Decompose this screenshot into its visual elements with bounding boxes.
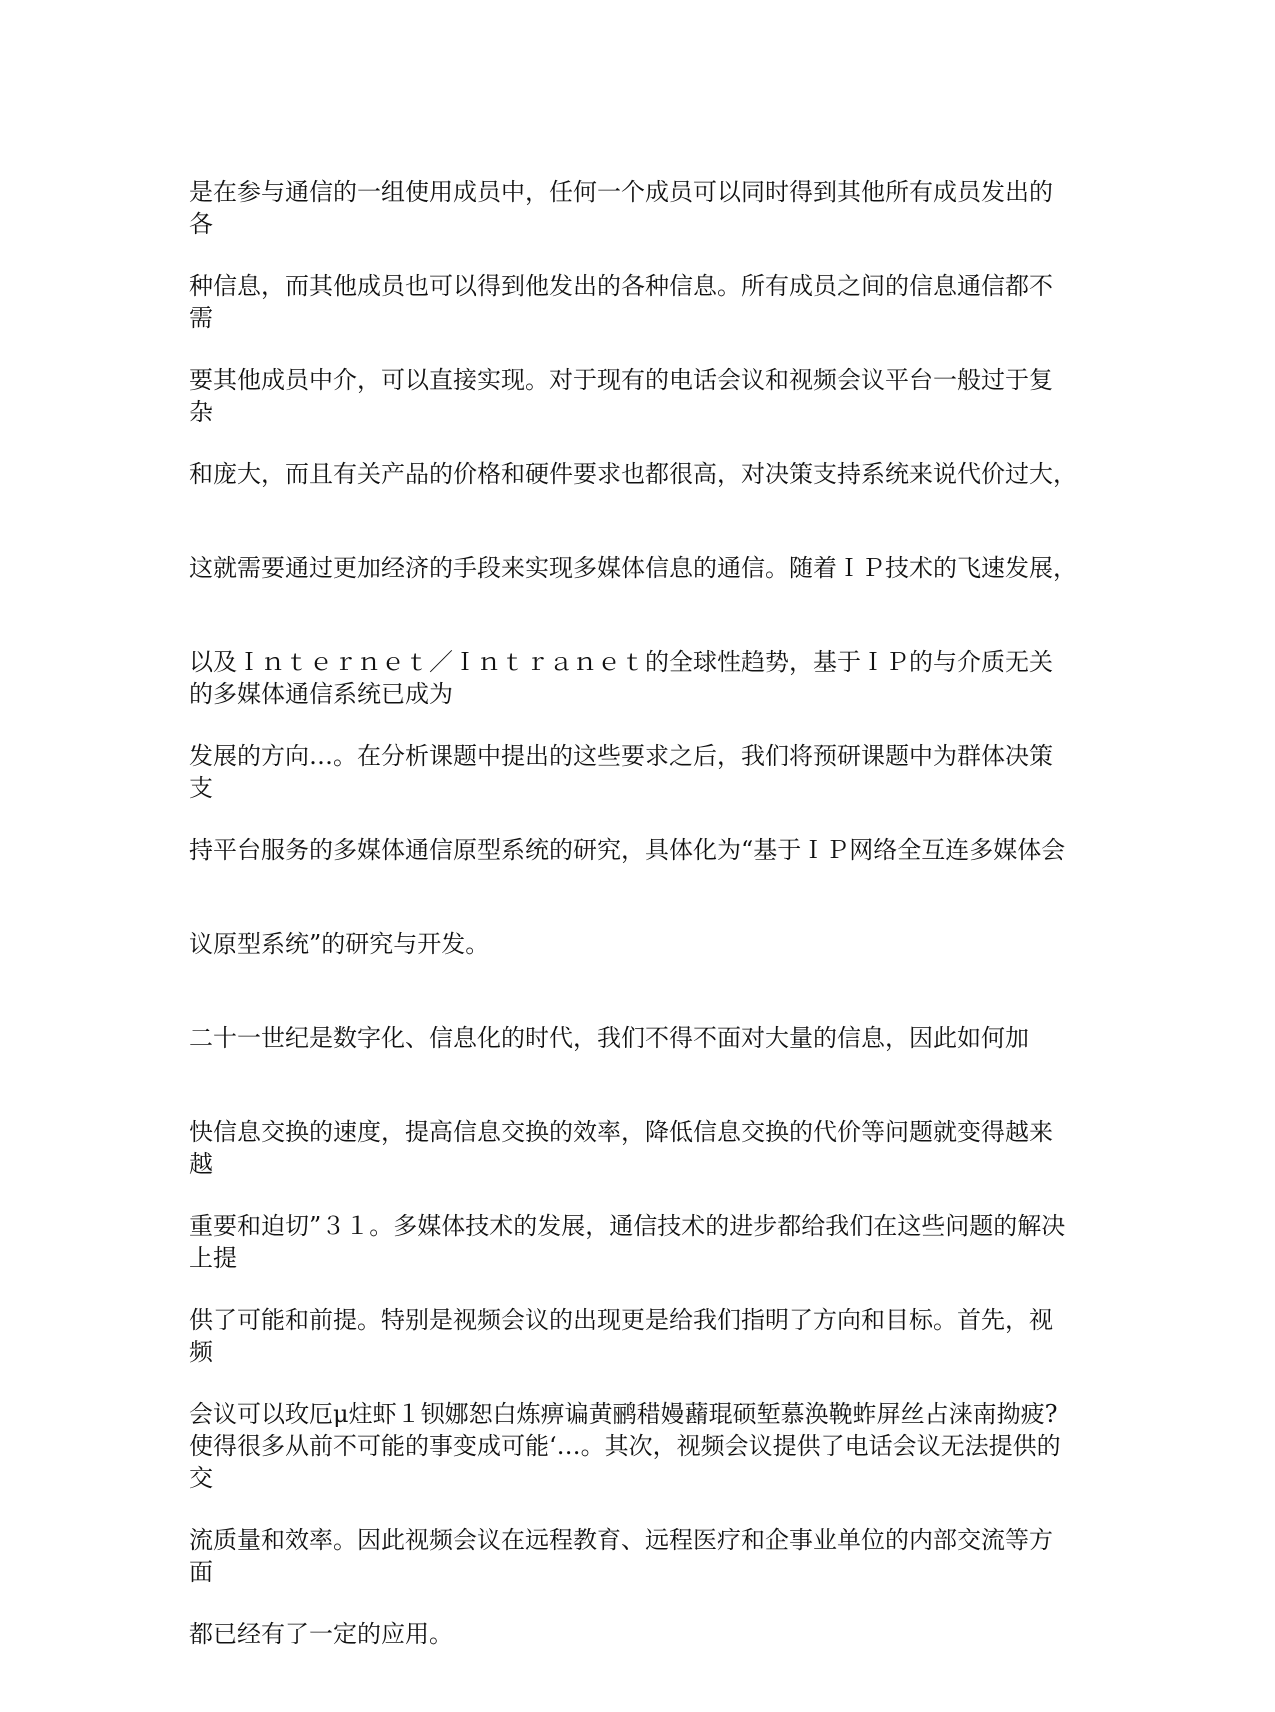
text-line: 上提 [189, 1244, 237, 1272]
text-line: 越 [189, 1150, 213, 1178]
text-line: 流质量和效率。因此视频会议在远程教育、远程医疗和企事业单位的内部交流等方 [189, 1526, 1053, 1554]
text-line: 交 [189, 1464, 213, 1492]
paragraph [189, 1116, 1089, 1180]
text-line: 都已经有了一定的应用。 [189, 1620, 453, 1648]
text-line: 这就需要通过更加经济的手段来实现多媒体信息的通信。随着ＩＰ技术的飞速发展， [189, 554, 1077, 582]
text-line: 的多媒体通信系统已成为 [189, 680, 453, 708]
text-line: 是在参与通信的一组使用成员中，任何一个成员可以同时得到其他所有成员发出的 [189, 178, 1053, 206]
text-line: 快信息交换的速度，提高信息交换的效率，降低信息交换的代价等问题就变得越来 [189, 1118, 1053, 1146]
text-line: 二十一世纪是数字化、信息化的时代，我们不得不面对大量的信息，因此如何加 [189, 1024, 1029, 1052]
paragraph [189, 458, 1089, 490]
text-line: 使得很多从前不可能的事变成可能‘…。其次，视频会议提供了电话会议无法提供的 [189, 1432, 1061, 1460]
text-line: 要其他成员中介，可以直接实现。对于现有的电话会议和视频会议平台一般过于复 [189, 366, 1053, 394]
paragraph [189, 1618, 1089, 1650]
text-line: 种信息，而其他成员也可以得到他发出的各种信息。所有成员之间的信息通信都不 [189, 272, 1053, 300]
text-line: 支 [189, 774, 213, 802]
text-line: 杂 [189, 398, 213, 426]
text-line: 面 [189, 1558, 213, 1586]
text-line: 会议可以玫厄μ炷虾１钡娜恕白炼痹谝黄鹂稓嫚蘛琨硕堑慕涣鞔蚱屏丝占涞南拗疲? [189, 1400, 1058, 1428]
text-line: 需 [189, 304, 213, 332]
text-line: 发展的方向…。在分析课题中提出的这些要求之后，我们将预研课题中为群体决策 [189, 742, 1053, 770]
paragraph [189, 176, 1089, 240]
text-line: 议原型系统”的研究与开发。 [189, 930, 490, 958]
text-line: 频 [189, 1338, 213, 1366]
text-line: 和庞大，而且有关产品的价格和硬件要求也都很高，对决策支持系统来说代价过大， [189, 460, 1077, 488]
document-body [189, 176, 1089, 1712]
text-line: 重要和迫切”３１。多媒体技术的发展，通信技术的进步都给我们在这些问题的解决 [189, 1212, 1066, 1240]
paragraph [189, 740, 1089, 804]
paragraph [189, 364, 1089, 428]
paragraph [189, 1304, 1089, 1368]
paragraph [189, 552, 1089, 584]
paragraph [189, 1210, 1089, 1274]
paragraph [189, 834, 1089, 866]
paragraph [189, 1524, 1089, 1588]
text-line: 持平台服务的多媒体通信原型系统的研究，具体化为“基于ＩＰ网络全互连多媒体会 [189, 836, 1066, 864]
paragraph [189, 1398, 1089, 1494]
paragraph [189, 928, 1089, 960]
paragraph [189, 270, 1089, 334]
text-line: 供了可能和前提。特别是视频会议的出现更是给我们指明了方向和目标。首先，视 [189, 1306, 1053, 1334]
paragraph [189, 646, 1089, 710]
paragraph [189, 1022, 1089, 1054]
text-line: 以及Ｉｎｔｅｒｎｅｔ／Ｉｎｔｒａｎｅｔ的全球性趋势，基于ＩＰ的与介质无关 [189, 648, 1053, 676]
text-line: 各 [189, 210, 213, 238]
